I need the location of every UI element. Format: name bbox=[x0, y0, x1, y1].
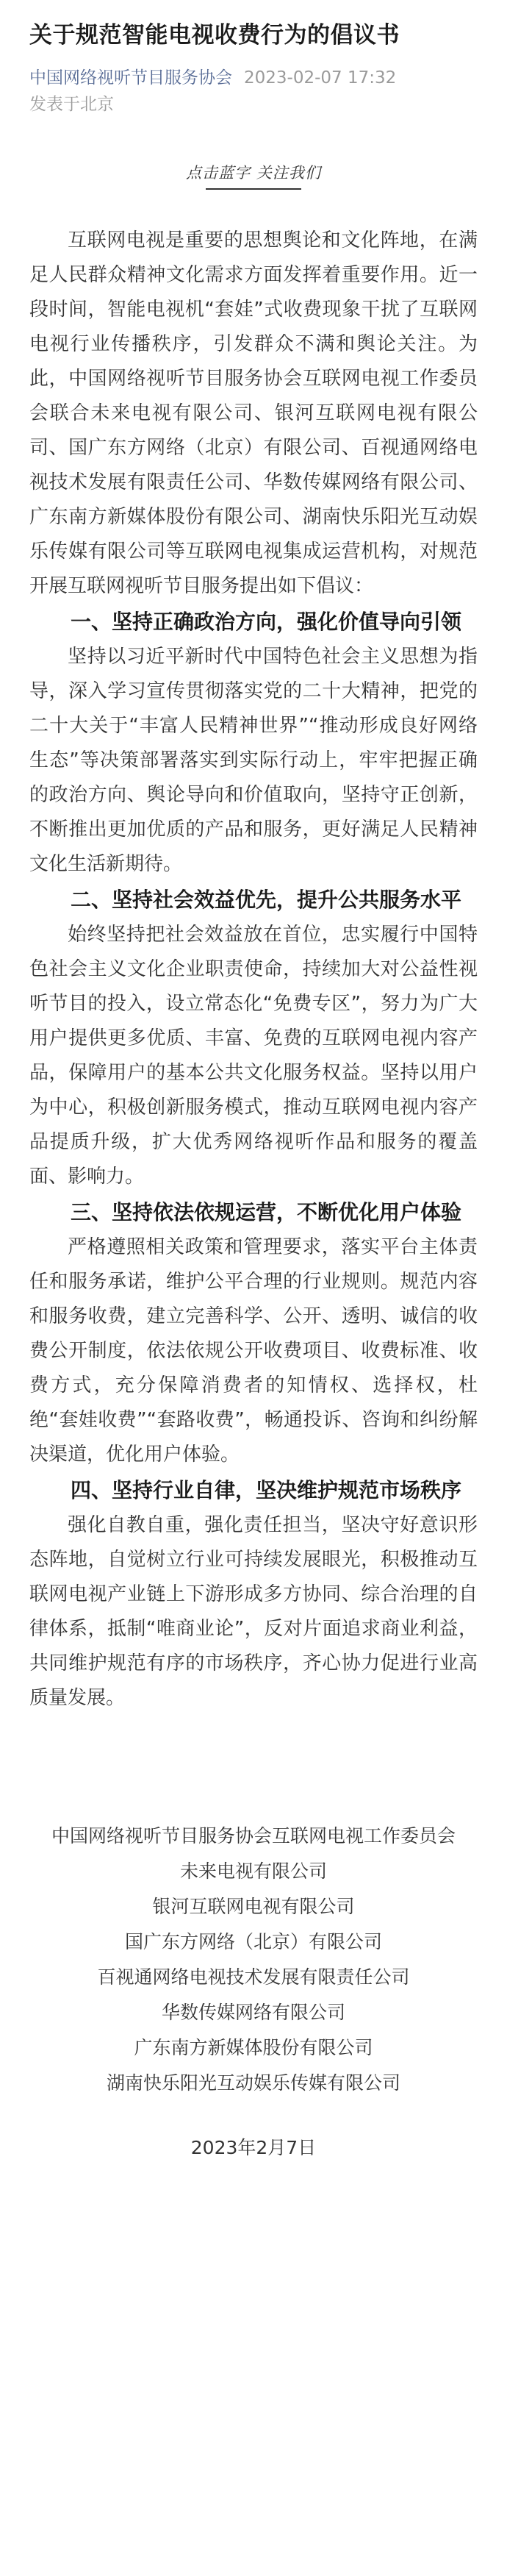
article-title: 关于规范智能电视收费行为的倡议书 bbox=[29, 22, 400, 49]
signatory-item: 百视通网络电视技术发展有限责任公司 bbox=[97, 1966, 410, 1988]
signatory-item: 广东南方新媒体股份有限公司 bbox=[134, 2037, 373, 2058]
follow-underline bbox=[206, 188, 301, 190]
section-paragraph-3: 严格遵照相关政策和管理要求，落实平台主体责任和服务承诺，维护公平合理的行业规则。规范内容和服务收费，建立完善科学、公开、透明、诚信的收费公开制度，依法依规公开收费项目、收费标准、收费方式，充分保障消费者的知情权、选择权，杜绝“套娃收费”“套路收费”，畅通投诉、咨询和纠纷解决渠道，优化用户体验。 bbox=[29, 1236, 478, 1466]
publish-date: 2023-02-07 17:32 bbox=[244, 68, 397, 88]
section-heading-1: 一、坚持正确政治方向，强化价值导向引领 bbox=[71, 610, 462, 634]
section-heading-2: 二、坚持社会效益优先，提升公共服务水平 bbox=[71, 888, 462, 912]
section-heading-4: 四、坚持行业自律，坚决维护规范市场秩序 bbox=[71, 1478, 462, 1502]
signatory-item: 中国网络视听节目服务协会互联网电视工作委员会 bbox=[51, 1825, 456, 1847]
section-paragraph-1: 坚持以习近平新时代中国特色社会主义思想为指导，深入学习宣传贯彻落实党的二十大精神，把党的二十大关于“丰富人民精神世界”“推动形成良好网络生态”等决策部署落实到实际行动上，牢牢把握正确的政治方向、舆论导向和价值取向，坚持守正创新，不断推出更加优质的产品和服务，更好满足人民精神文化生活新期待。 bbox=[29, 646, 478, 875]
section-paragraph-2: 始终坚持把社会效益放在首位，忠实履行中国特色社会主义文化企业职责使命，持续加大对公益性视听节目的投入，设立常态化“免费专区”，努力为广大用户提供更多优质、丰富、免费的互联网电视内容产品，保障用户的基本公共文化服务权益。坚持以用户为中心，积极创新服务模式，推动互联网电视内容产品提质升级，扩大优秀网络视听作品和服务的覆盖面、影响力。 bbox=[29, 924, 478, 1188]
sign-date: 2023年2月7日 bbox=[190, 2137, 317, 2158]
signatory-item: 国广东方网络（北京）有限公司 bbox=[124, 1931, 382, 1952]
follow-banner[interactable] bbox=[29, 162, 478, 191]
section-heading-3: 三、坚持依法依规运营，不断优化用户体验 bbox=[71, 1200, 462, 1224]
section-paragraph-4: 强化自教自重，强化责任担当，坚决守好意识形态阵地，自觉树立行业可持续发展眼光，积极推动互联网电视产业链上下游形成多方协同、综合治理的自律体系，抵制“唯商业论”，反对片面追求商业利益，共同维护规范有序的市场秩序，齐心协力促进行业高质量发展。 bbox=[29, 1514, 478, 1709]
article-body bbox=[29, 224, 478, 1716]
signatory-list bbox=[29, 1819, 478, 2101]
signatory-item: 华数传媒网络有限公司 bbox=[161, 2002, 345, 2023]
follow-hint: 点击蓝字 关注我们 bbox=[186, 164, 321, 182]
signatory-item: 银河互联网电视有限公司 bbox=[152, 1896, 355, 1917]
publish-location: 发表于北京 bbox=[29, 95, 114, 114]
account-name-link[interactable]: 中国网络视听节目服务协会 bbox=[29, 68, 232, 88]
intro-paragraph: 互联网电视是重要的思想舆论和文化阵地，在满足人民群众精神文化需求方面发挥着重要作用。近一段时间，智能电视机“套娃”式收费现象干扰了互联网电视行业传播秩序，引发群众不满和舆论关注。为此，中国网络视听节目服务协会互联网电视工作委员会联合未来电视有限公司、银河互联网电视有限公司、国广东方网络（北京）有限公司、百视通网络电视技术发展有限责任公司、华数传媒网络有限公司、广东南方新媒体股份有限公司、湖南快乐阳光互动娱乐传媒有限公司等互联网电视集成运营机构，对规范开展互联网视听节目服务提出如下倡议： bbox=[29, 229, 478, 597]
article-meta bbox=[29, 65, 478, 91]
signatory-item: 未来电视有限公司 bbox=[179, 1860, 327, 1882]
signatory-item: 湖南快乐阳光互动娱乐传媒有限公司 bbox=[106, 2072, 400, 2094]
